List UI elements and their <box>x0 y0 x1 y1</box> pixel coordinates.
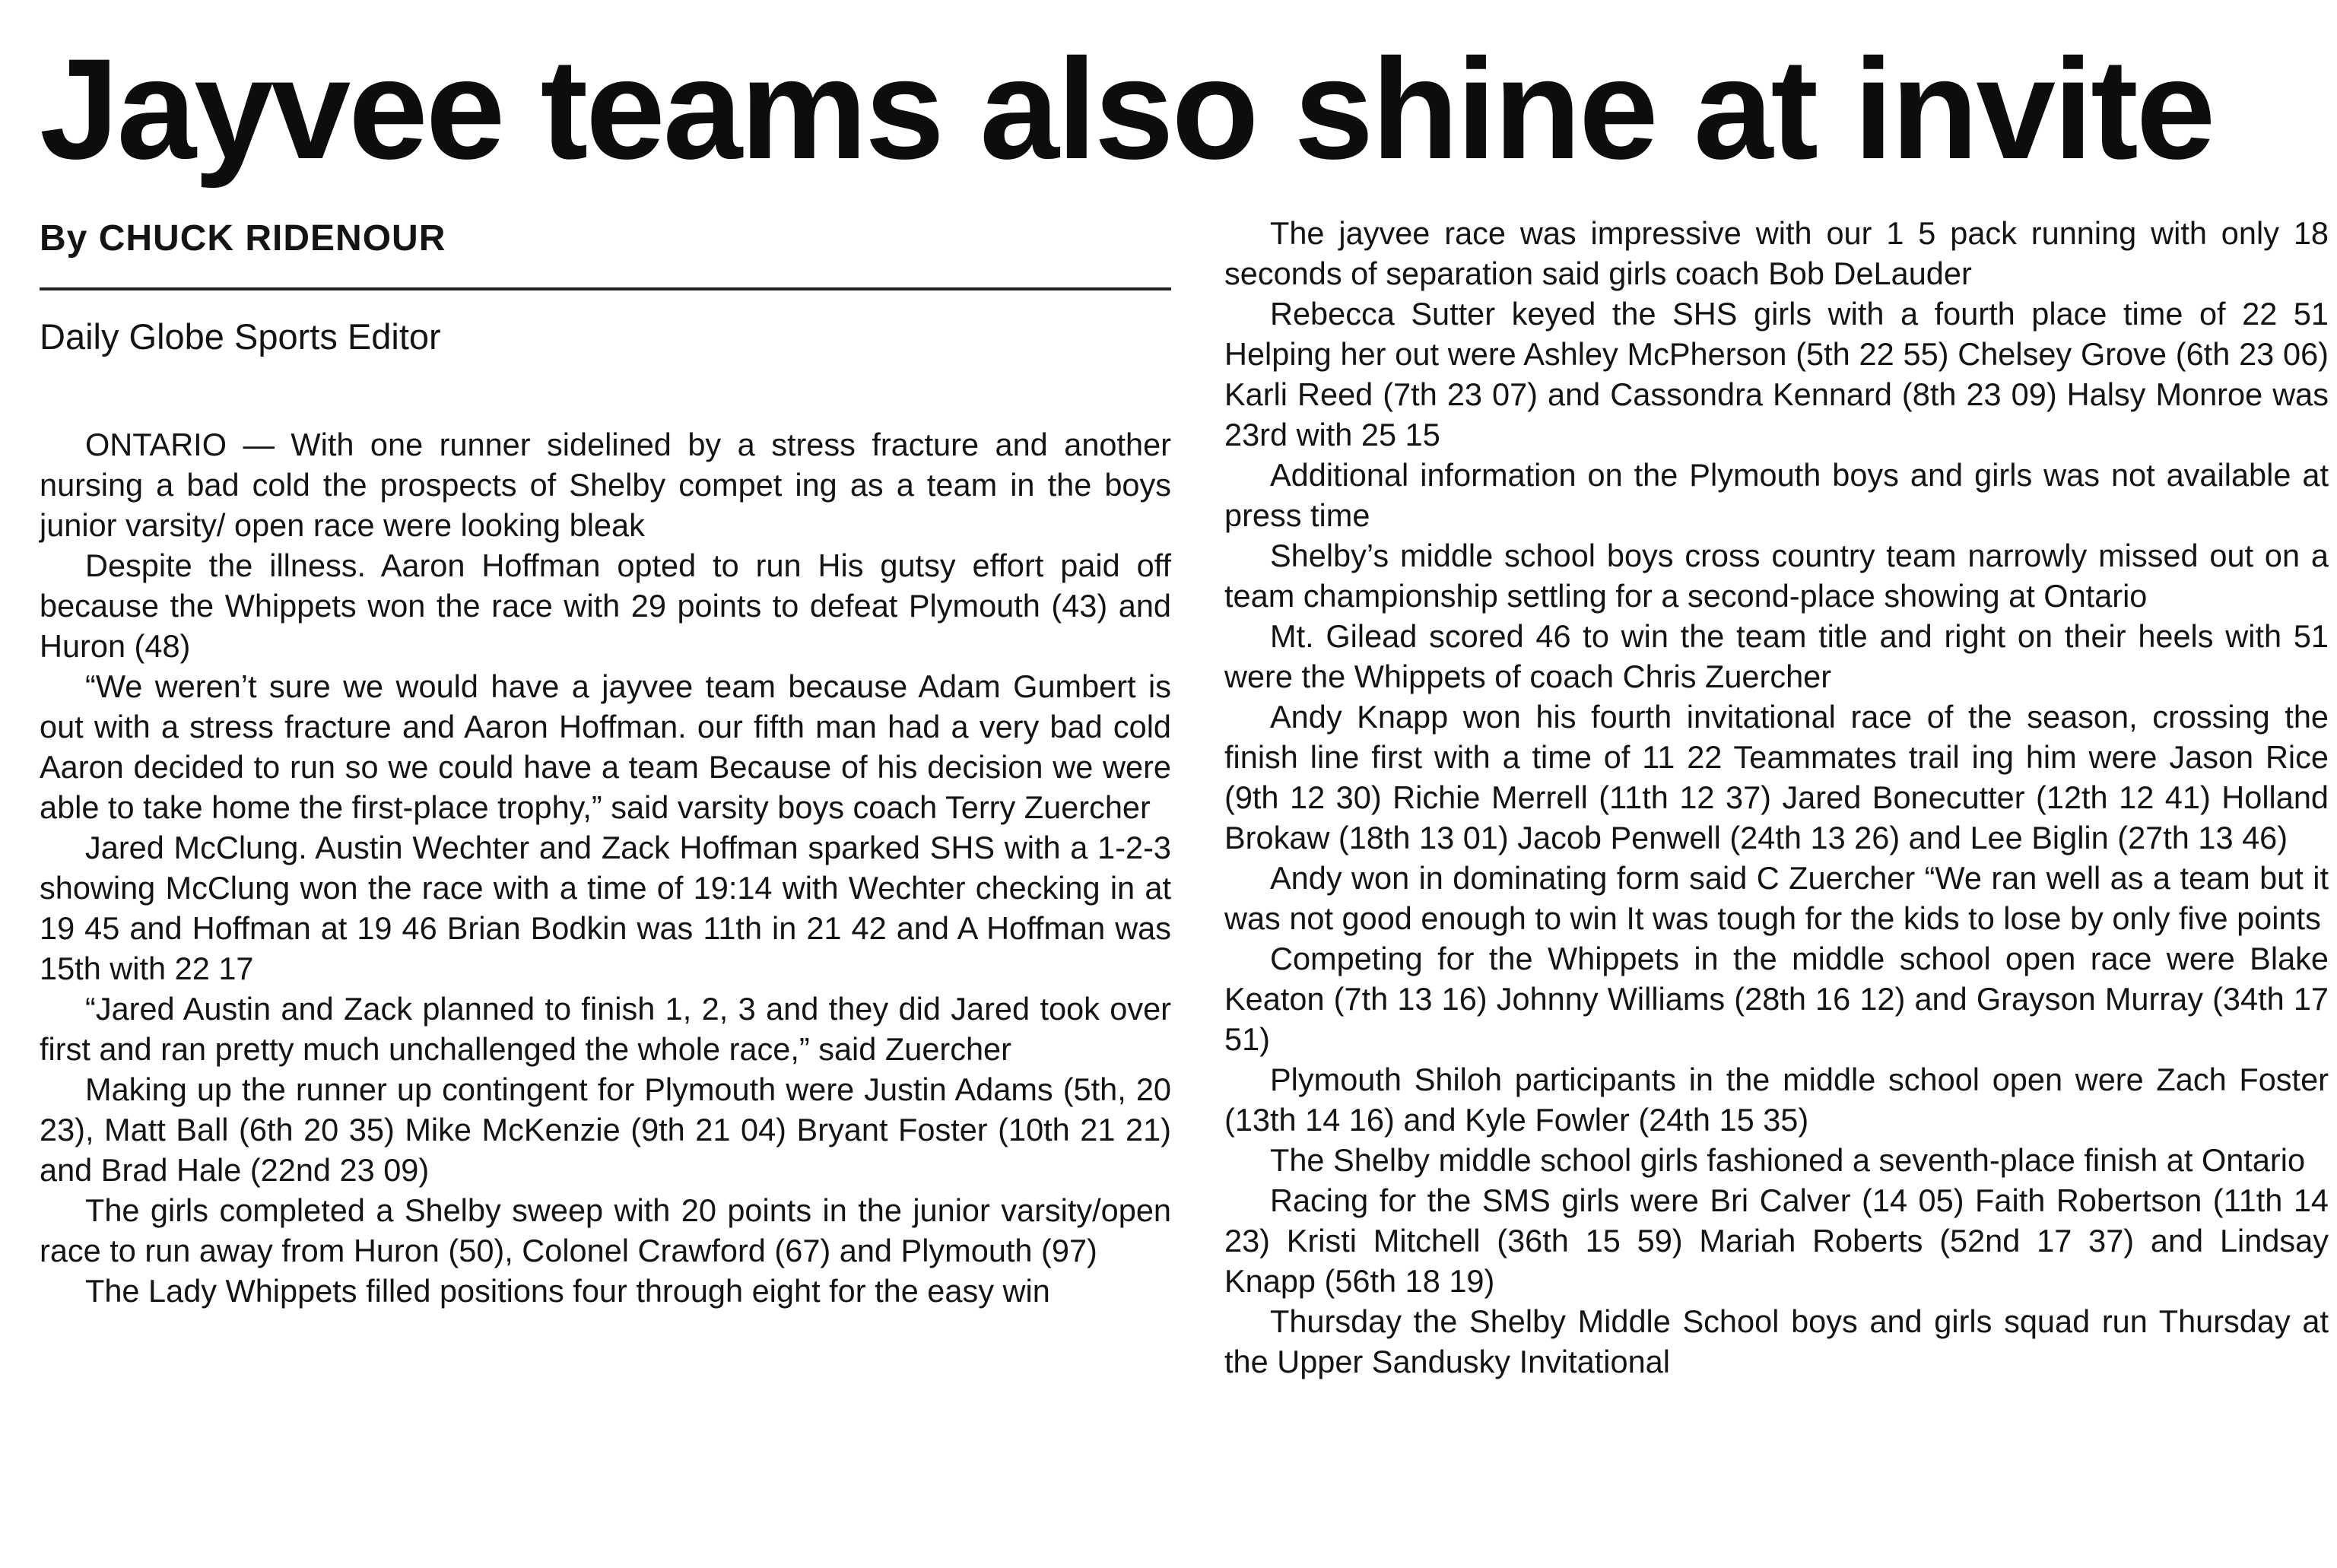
paragraph: ONTARIO — With one runner sidelined by a stress fracture and another nursing a bad cold the prospects of Shelby compet ing as a team in the boys junior varsity/ open race were looking bleak <box>40 427 1171 543</box>
left-body <box>40 424 1171 1311</box>
byline: By CHUCK RIDENOUR <box>40 218 446 259</box>
paragraph: The Lady Whippets filled positions four through eight for the easy win <box>85 1273 1050 1309</box>
paragraph: Additional information on the Plymouth boys and girls was not available at press time <box>1224 457 2329 533</box>
paragraph: “Jared Austin and Zack planned to finish 1, 2, 3 and they did Jared took over first and ran pretty much unchallenged the whole race,” said Zuercher <box>40 991 1171 1067</box>
paragraph: Thursday the Shelby Middle School boys and girls squad run Thursday at the Upper Sandusky Invitational <box>1224 1303 2329 1379</box>
paragraph: Competing for the Whippets in the middle school open race were Blake Keaton (7th 13 16) Johnny Williams (28th 16 12) and Grayson Murray (34th 17 51) <box>1224 941 2329 1057</box>
paragraph: Racing for the SMS girls were Bri Calver (14 05) Faith Robertson (11th 14 23) Kristi Mitchell (36th 15 59) Mariah Roberts (52nd 17 37) and Lindsay Knapp (56th 18 19) <box>1224 1182 2329 1299</box>
paragraph: The jayvee race was impressive with our 1 5 pack running with only 18 seconds of separation said girls coach Bob DeLauder <box>1224 215 2329 291</box>
author-title: Daily Globe Sports Editor <box>40 316 441 357</box>
paragraph: Shelby’s middle school boys cross country team narrowly missed out on a team championship settling for a second-place showing at Ontario <box>1224 538 2329 614</box>
left-column <box>40 213 1171 1311</box>
paragraph: Plymouth Shiloh participants in the middle school open were Zach Foster (13th 14 16) and Kyle Fowler (24th 15 35) <box>1224 1062 2329 1138</box>
paragraph: Andy won in dominating form said C Zuercher “We ran well as a team but it was not good enough to win It was tough for the kids to lose by only five points <box>1224 860 2329 936</box>
paragraph: The girls completed a Shelby sweep with 20 points in the junior varsity/open race to run away from Huron (50), Colonel Crawford (67) and Plymouth (97) <box>40 1192 1171 1268</box>
headline: Jayvee teams also shine at invite <box>40 29 2214 189</box>
paragraph: Rebecca Sutter keyed the SHS girls with a fourth place time of 22 51 Helping her out were Ashley McPherson (5th 22 55) Chelsey Grove (6th 23 06) Karli Reed (7th 23 07) and Cassondra Kennard (8th 23 09) Halsy Monroe was 23rd with 25 15 <box>1224 296 2329 452</box>
byline-divider <box>40 287 1171 290</box>
paragraph: Despite the illness. Aaron Hoffman opted to run His gutsy effort paid off because the Whippets won the race with 29 points to defeat Plymouth (43) and Huron (48) <box>40 548 1171 664</box>
paragraph: Jared McClung. Austin Wechter and Zack Hoffman sparked SHS with a 1-2-3 showing McClung won the race with a time of 19:14 with Wechter checking in at 19 45 and Hoffman at 19 46 Brian Bodkin was 11th in 21 42 and A Hoffman was 15th with 22 17 <box>40 830 1171 986</box>
paragraph: “We weren’t sure we would have a jayvee team because Adam Gumbert is out with a stress fracture and Aaron Hoffman. our fifth man had a very bad cold Aaron decided to run so we could have a team Because of his decision we were able to take home the first-place trophy,” said varsity boys coach Terry Zuercher <box>40 668 1171 825</box>
right-column <box>1224 213 2329 1382</box>
paragraph: Andy Knapp won his fourth invitational race of the season, crossing the finish line first with a time of 11 22 Teammates trail ing him were Jason Rice (9th 12 30) Richie Merrell (11th 12 37) Jared Bonecutter (12th 12 41) Holland Brokaw (18th 13 01) Jacob Penwell (24th 13 26) and Lee Biglin (27th 13 46) <box>1224 699 2329 855</box>
paragraph: Making up the runner up contingent for Plymouth were Justin Adams (5th, 20 23), Matt Ball (6th 20 35) Mike McKenzie (9th 21 04) Bryant Foster (10th 21 21) and Brad Hale (22nd 23 09) <box>40 1071 1171 1188</box>
paragraph: The Shelby middle school girls fashioned a seventh-place finish at Ontario <box>1270 1142 2306 1178</box>
paragraph: Mt. Gilead scored 46 to win the team title and right on their heels with 51 were the Whippets of coach Chris Zuercher <box>1224 618 2329 694</box>
